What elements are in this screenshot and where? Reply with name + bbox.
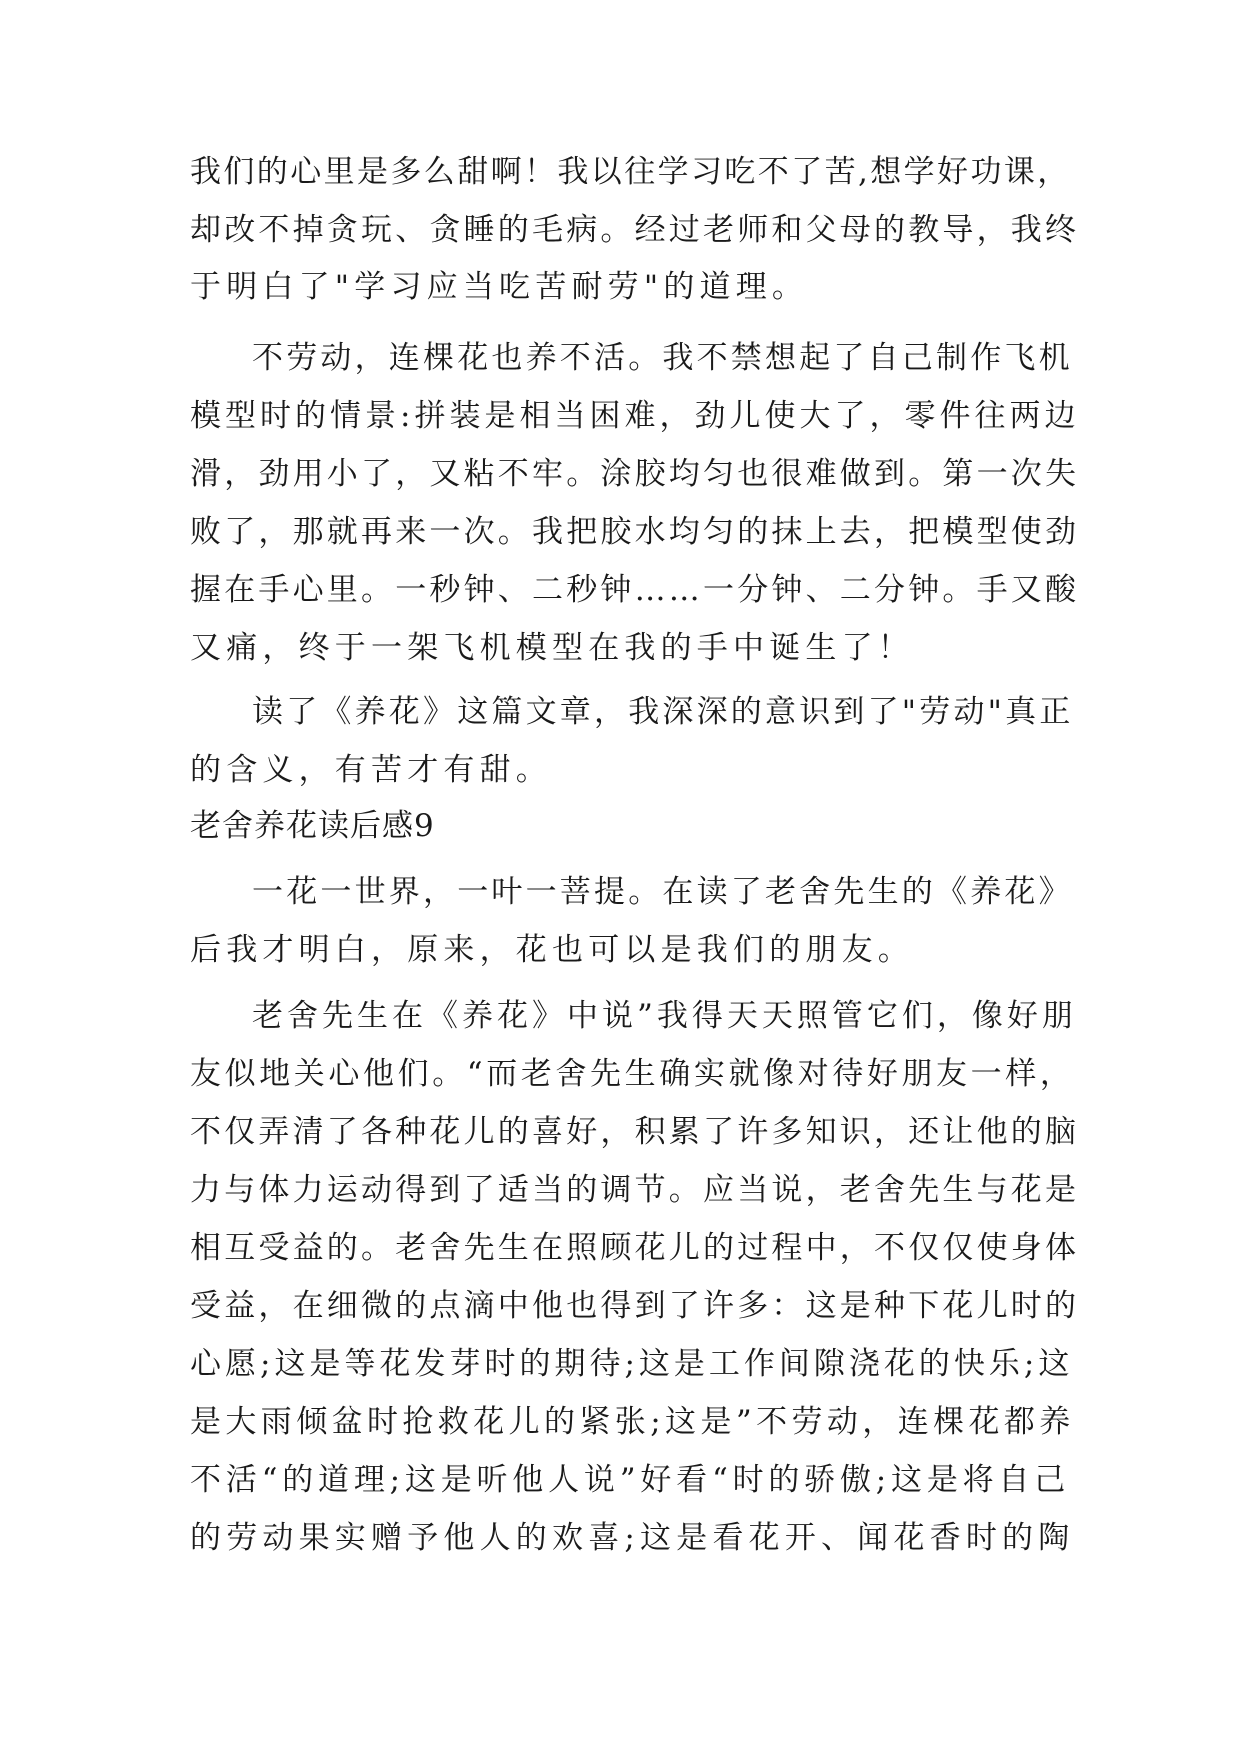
text-line: 又痛，终于一架飞机模型在我的手中诞生了！ <box>190 630 914 666</box>
text-line: 握在手心里。一秒钟、二秒钟……一分钟、二分钟。手又酸 <box>190 572 1080 608</box>
text-line: 不活“的道理;这是听他人说”好看“时的骄傲;这是将自己 <box>190 1462 1071 1498</box>
text-line: 不仅弄清了各种花儿的喜好，积累了许多知识，还让他的脑 <box>190 1114 1080 1150</box>
text-line: 是大雨倾盆时抢救花儿的紧张;这是”不劳动，连棵花都养 <box>190 1404 1075 1440</box>
text-line: 后我才明白，原来，花也可以是我们的朋友。 <box>190 932 914 968</box>
text-line: 于明白了"学习应当吃苦耐劳"的道理。 <box>190 269 809 305</box>
section-heading: 老舍养花读后感9 <box>190 808 435 844</box>
text-line: 友似地关心他们。“而老舍先生确实就像对待好朋友一样， <box>190 1056 1075 1092</box>
paragraph-first-line: 读了《养花》这篇文章，我深深的意识到了"劳动"真正 <box>252 694 1074 730</box>
text-line: 的劳动果实赠予他人的欢喜;这是看花开、闻花香时的陶 <box>190 1520 1075 1556</box>
text-line: 却改不掉贪玩、贪睡的毛病。经过老师和父母的教导，我终 <box>190 212 1080 248</box>
text-line: 模型时的情景:拼装是相当困难，劲儿使大了，零件往两边 <box>190 398 1080 434</box>
text-line: 心愿;这是等花发芽时的期待;这是工作间隙浇花的快乐;这 <box>190 1346 1074 1382</box>
paragraph-first-line: 一花一世界，一叶一菩提。在读了老舍先生的《养花》 <box>252 874 1073 910</box>
paragraph-first-line: 不劳动，连棵花也养不活。我不禁想起了自己制作飞机 <box>252 340 1073 376</box>
paragraph-first-line: 老舍先生在《养花》中说”我得天天照管它们，像好朋 <box>252 998 1077 1034</box>
text-line: 我们的心里是多么甜啊！我以往学习吃不了苦,想学好功课， <box>190 154 1071 190</box>
text-line: 相互受益的。老舍先生在照顾花儿的过程中，不仅仅使身体 <box>190 1230 1080 1266</box>
text-line: 受益，在细微的点滴中他也得到了许多：这是种下花儿时的 <box>190 1288 1080 1324</box>
text-line: 败了，那就再来一次。我把胶水均匀的抹上去，把模型使劲 <box>190 514 1080 550</box>
text-line: 滑，劲用小了，又粘不牢。涂胶均匀也很难做到。第一次失 <box>190 456 1080 492</box>
text-line: 的含义，有苦才有甜。 <box>190 752 552 788</box>
text-line: 力与体力运动得到了适当的调节。应当说，老舍先生与花是 <box>190 1172 1080 1208</box>
